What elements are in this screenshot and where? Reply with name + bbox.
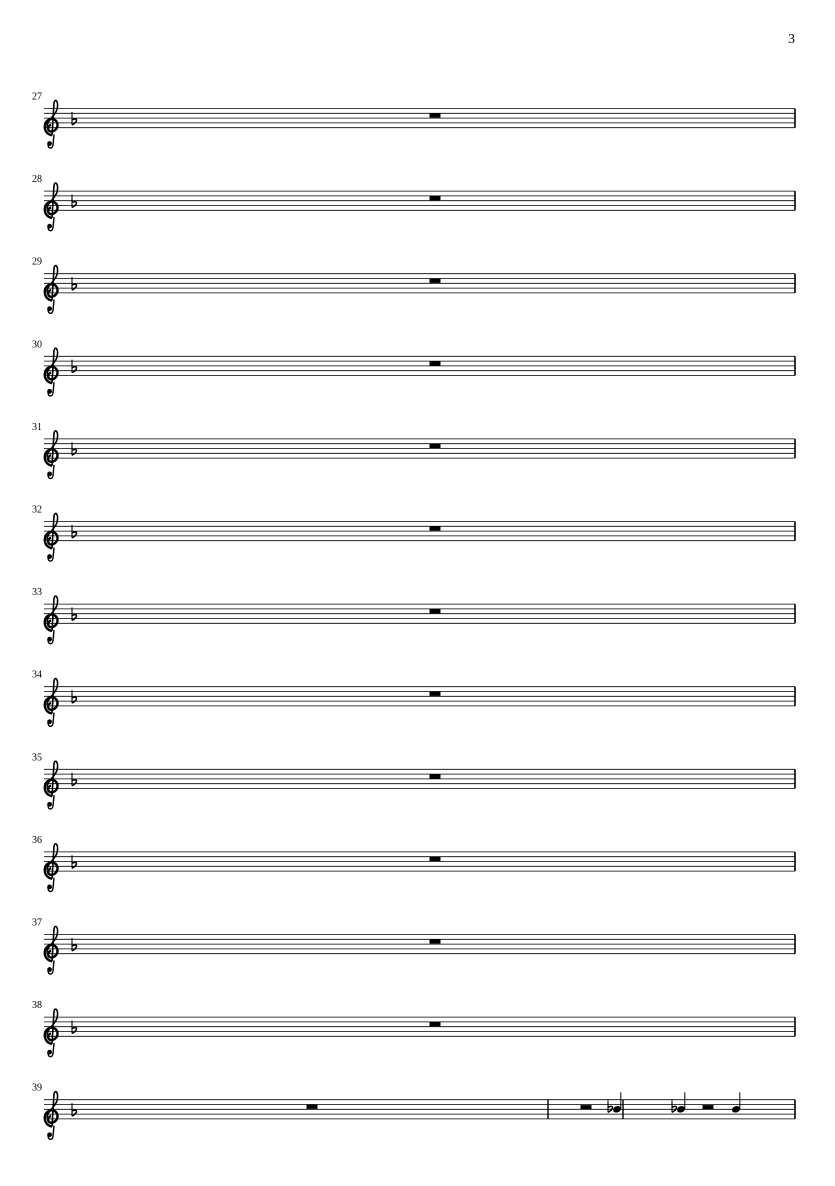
treble-clef-icon: [47, 719, 52, 724]
whole-rest: [430, 857, 441, 861]
staff-system: [32, 752, 795, 809]
measure-number: 31: [32, 421, 42, 433]
whole-rest: [430, 1022, 441, 1026]
key-signature-flat-icon: [72, 532, 77, 538]
whole-rest: [430, 774, 441, 778]
staff-system: [32, 174, 795, 231]
page-number: 3: [788, 32, 795, 47]
key-signature-flat-icon: [72, 284, 77, 290]
key-signature-flat-icon: [72, 202, 77, 208]
treble-clef-icon: [45, 1028, 58, 1044]
staff-system: [32, 587, 795, 644]
treble-clef-icon: [45, 615, 58, 631]
whole-rest: [430, 444, 441, 448]
treble-clef-icon: [45, 697, 58, 713]
treble-clef-icon: [45, 202, 58, 218]
key-signature-flat-icon: [72, 449, 77, 455]
whole-rest: [430, 196, 441, 200]
measure-number: 33: [32, 587, 42, 599]
half-rest: [703, 1105, 714, 1109]
measure-number: 28: [32, 174, 42, 186]
treble-clef-icon: [45, 119, 58, 135]
treble-clef-icon: [45, 862, 58, 878]
treble-clef-icon: [47, 885, 52, 890]
whole-rest: [430, 526, 441, 530]
key-signature-flat-icon: [72, 862, 77, 868]
measure-number: 39: [32, 1082, 42, 1094]
measure-number: 35: [32, 752, 42, 764]
key-signature-flat-icon: [72, 780, 77, 786]
treble-clef-icon: [47, 637, 52, 642]
measure-number: 34: [32, 669, 42, 681]
whole-rest: [430, 609, 441, 613]
staff-system: [32, 505, 795, 562]
treble-clef-icon: [47, 1050, 52, 1055]
key-signature-flat-icon: [72, 1028, 77, 1034]
key-signature-flat-icon: [72, 119, 77, 125]
treble-clef-icon: [45, 367, 58, 383]
staff-system: [32, 670, 795, 727]
key-signature-flat-icon: [72, 697, 77, 703]
treble-clef-icon: [45, 284, 58, 300]
key-signature-flat-icon: [72, 615, 77, 621]
staff-system: [32, 257, 795, 314]
treble-clef-icon: [47, 389, 52, 394]
treble-clef-icon: [47, 306, 52, 311]
whole-rest: [430, 279, 441, 283]
treble-clef-icon: [45, 449, 58, 465]
measure-number: 37: [32, 917, 42, 929]
treble-clef-icon: [47, 472, 52, 477]
staff-system: [32, 835, 795, 892]
measure-number: 27: [32, 91, 42, 103]
measure-number: 32: [32, 504, 42, 516]
treble-clef-icon: [45, 945, 58, 961]
whole-rest: [430, 113, 441, 117]
staff-system: [32, 339, 795, 396]
staff-system: [32, 1083, 795, 1140]
measure-number: 38: [32, 1000, 42, 1012]
treble-clef-icon: [45, 1110, 58, 1126]
key-signature-flat-icon: [72, 945, 77, 951]
treble-clef-icon: [47, 224, 52, 229]
key-signature-flat-icon: [72, 1110, 77, 1116]
treble-clef-icon: [47, 1132, 52, 1137]
key-signature-flat-icon: [72, 367, 77, 373]
staff-system: [32, 918, 795, 975]
measure-number: 36: [32, 834, 42, 846]
whole-rest: [430, 692, 441, 696]
treble-clef-icon: [47, 141, 52, 146]
treble-clef-icon: [45, 780, 58, 796]
measure-number: 30: [32, 339, 42, 351]
whole-rest: [430, 939, 441, 943]
treble-clef-icon: [45, 532, 58, 548]
measure-number: 29: [32, 256, 42, 268]
staff-system: [32, 422, 795, 479]
whole-rest: [307, 1105, 318, 1109]
half-rest: [581, 1105, 592, 1109]
whole-rest: [430, 361, 441, 365]
staff-system: [32, 92, 795, 149]
staff-system: [32, 1000, 795, 1057]
treble-clef-icon: [47, 802, 52, 807]
treble-clef-icon: [47, 967, 52, 972]
treble-clef-icon: [47, 554, 52, 559]
